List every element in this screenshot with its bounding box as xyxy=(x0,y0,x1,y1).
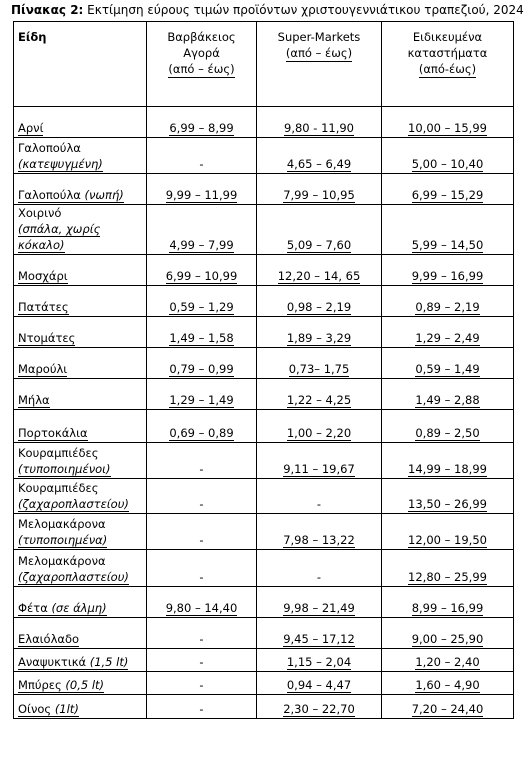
table-row xyxy=(14,255,514,286)
specialty-price: 9,00 – 25,90 xyxy=(411,632,484,646)
supermarket-price: 1,15 – 2,04 xyxy=(286,655,352,669)
table-row xyxy=(14,348,514,379)
specialty-price: 12,80 – 25,99 xyxy=(408,570,487,584)
varvakeios-price-cell xyxy=(147,138,257,174)
varvakeios-price: 0,69 – 0,89 xyxy=(169,426,234,440)
table-row xyxy=(14,587,514,618)
varvakeios-price: - xyxy=(199,702,204,716)
specialty-price: 0,89 – 2,19 xyxy=(415,300,480,314)
item-name-cell xyxy=(14,255,147,286)
supermarket-price: 9,11 – 19,67 xyxy=(283,462,355,476)
varvakeios-price: 6,99 – 8,99 xyxy=(169,121,234,135)
varvakeios-price-cell xyxy=(147,649,257,672)
table-row xyxy=(14,205,514,255)
supermarket-price: 9,98 – 21,49 xyxy=(283,601,355,615)
supermarket-price: 4,65 – 6,49 xyxy=(286,157,352,171)
supermarket-price: 2,30 – 22,70 xyxy=(283,702,355,716)
varvakeios-price: 1,29 – 1,49 xyxy=(169,393,234,407)
item-name: Κουραμπιέδες xyxy=(18,481,99,495)
specialty-price: 10,00 – 15,99 xyxy=(408,121,487,135)
item-name: Ελαιόλαδο xyxy=(18,632,80,646)
item-note: (τυποποιημένα) xyxy=(18,533,108,547)
supermarket-price-cell xyxy=(257,587,382,618)
supermarket-price: 12,20 – 14, 65 xyxy=(277,269,361,283)
item-name: Γαλοπούλα xyxy=(18,141,81,155)
varvakeios-price-cell xyxy=(147,379,257,410)
item-note: (ζαχαροπλαστείου) xyxy=(18,497,129,511)
header-varvakeios: Βαρβάκειος Αγορά (από – έως) xyxy=(147,22,257,107)
table-row xyxy=(14,695,514,719)
supermarket-price-cell xyxy=(257,410,382,443)
supermarket-price-cell xyxy=(257,317,382,348)
varvakeios-price-cell xyxy=(147,514,257,550)
varvakeios-price: 0,79 – 0,99 xyxy=(169,362,234,376)
table-row xyxy=(14,317,514,348)
header-supermarkets: Super-Markets (από – έως) xyxy=(257,22,382,107)
item-name-cell xyxy=(14,205,147,255)
item-name: Μαρούλι xyxy=(18,362,68,376)
specialty-price: 14,99 – 18,99 xyxy=(408,462,487,476)
table-row xyxy=(14,174,514,205)
specialty-price-cell xyxy=(382,107,514,138)
varvakeios-price-cell xyxy=(147,348,257,379)
specialty-price-cell xyxy=(382,317,514,348)
varvakeios-price: 0,59 – 1,29 xyxy=(169,300,234,314)
table-row xyxy=(14,107,514,138)
item-note: (σε άλμη) xyxy=(51,601,107,615)
varvakeios-price-cell xyxy=(147,695,257,719)
item-name: Φέτα xyxy=(18,601,48,615)
price-table xyxy=(13,21,514,719)
varvakeios-price: - xyxy=(199,678,204,692)
specialty-price-cell xyxy=(382,138,514,174)
table-row xyxy=(14,550,514,587)
supermarket-price-cell xyxy=(257,255,382,286)
supermarket-price-cell xyxy=(257,379,382,410)
specialty-price-cell xyxy=(382,174,514,205)
specialty-price: 1,49 – 2,88 xyxy=(415,393,480,407)
item-note: (κατεψυγμένη) xyxy=(18,157,103,171)
specialty-price-cell xyxy=(382,348,514,379)
header-items: Είδη xyxy=(14,22,147,107)
supermarket-price-cell xyxy=(257,107,382,138)
supermarket-price: 9,80 - 11,90 xyxy=(284,121,354,135)
specialty-price-cell xyxy=(382,479,514,514)
supermarket-price: 1,22 – 4,25 xyxy=(286,393,352,407)
supermarket-price-cell xyxy=(257,479,382,514)
specialty-price-cell xyxy=(382,587,514,618)
item-name: Αναψυκτικά xyxy=(18,655,87,669)
varvakeios-price: 9,99 – 11,99 xyxy=(165,188,238,202)
table-caption xyxy=(11,3,524,17)
varvakeios-price: 9,80 – 14,40 xyxy=(165,601,238,615)
supermarket-price-cell xyxy=(257,174,382,205)
item-note: (νωπή) xyxy=(84,188,124,202)
item-name: Πατάτες xyxy=(18,300,69,314)
table-header-row xyxy=(14,22,514,107)
varvakeios-price-cell xyxy=(147,587,257,618)
specialty-price-cell xyxy=(382,514,514,550)
specialty-price: 0,59 – 1,49 xyxy=(415,362,480,376)
supermarket-price-cell xyxy=(257,649,382,672)
specialty-price: 7,20 – 24,40 xyxy=(411,702,484,716)
supermarket-price-cell xyxy=(257,443,382,479)
supermarket-price: 7,98 – 13,22 xyxy=(283,533,355,547)
item-note: (σπάλα, χωρίς κόκαλο) xyxy=(18,222,101,252)
item-name-cell xyxy=(14,443,147,479)
specialty-price: 1,29 – 2,49 xyxy=(415,331,480,345)
supermarket-price-cell xyxy=(257,286,382,317)
item-name: Μελομακάρονα xyxy=(18,554,106,568)
specialty-price: 13,50 – 26,99 xyxy=(408,497,487,511)
table-row xyxy=(14,379,514,410)
specialty-price: 9,99 – 16,99 xyxy=(411,269,484,283)
varvakeios-price-cell xyxy=(147,205,257,255)
item-name: Αρνί xyxy=(18,121,44,135)
item-name-cell xyxy=(14,550,147,587)
table-row xyxy=(14,443,514,479)
supermarket-price: 0,94 – 4,47 xyxy=(286,678,352,692)
varvakeios-price-cell xyxy=(147,479,257,514)
varvakeios-price: - xyxy=(199,533,204,547)
item-name-cell xyxy=(14,286,147,317)
specialty-price-cell xyxy=(382,286,514,317)
supermarket-price-cell xyxy=(257,550,382,587)
item-note: (1,5 lt) xyxy=(89,655,129,669)
item-name: Χοιρινό xyxy=(18,206,62,220)
specialty-price-cell xyxy=(382,649,514,672)
varvakeios-price: - xyxy=(199,632,204,646)
item-name-cell xyxy=(14,618,147,649)
varvakeios-price: - xyxy=(199,462,204,476)
header-specialty-stores: Ειδικευμένα καταστήματα (από-έως) xyxy=(382,22,514,107)
varvakeios-price: 1,49 – 1,58 xyxy=(169,331,234,345)
varvakeios-price-cell xyxy=(147,550,257,587)
supermarket-price-cell xyxy=(257,672,382,695)
specialty-price: 6,99 – 15,29 xyxy=(411,188,484,202)
specialty-price-cell xyxy=(382,695,514,719)
table-row xyxy=(14,618,514,649)
specialty-price-cell xyxy=(382,255,514,286)
specialty-price-cell xyxy=(382,443,514,479)
varvakeios-price-cell xyxy=(147,286,257,317)
supermarket-price: 0,73– 1,75 xyxy=(288,362,350,376)
varvakeios-price: - xyxy=(199,157,204,171)
item-name: Μήλα xyxy=(18,393,50,407)
supermarket-price: 5,09 – 7,60 xyxy=(286,238,352,252)
item-name-cell xyxy=(14,317,147,348)
varvakeios-price-cell xyxy=(147,174,257,205)
item-name: Πορτοκάλια xyxy=(18,426,88,440)
supermarket-price: - xyxy=(316,497,322,511)
item-name-cell xyxy=(14,138,147,174)
item-name-cell xyxy=(14,379,147,410)
item-name: Μελομακάρονα xyxy=(18,517,106,531)
specialty-price-cell xyxy=(382,379,514,410)
item-name-cell xyxy=(14,587,147,618)
specialty-price: 12,00 – 19,50 xyxy=(408,533,487,547)
supermarket-price-cell xyxy=(257,695,382,719)
supermarket-price-cell xyxy=(257,348,382,379)
varvakeios-price-cell xyxy=(147,107,257,138)
supermarket-price: 1,00 – 2,20 xyxy=(286,426,352,440)
varvakeios-price-cell xyxy=(147,317,257,348)
specialty-price-cell xyxy=(382,410,514,443)
item-name-cell xyxy=(14,649,147,672)
supermarket-price: - xyxy=(316,570,322,584)
varvakeios-price: - xyxy=(199,655,204,669)
supermarket-price-cell xyxy=(257,138,382,174)
item-name-cell xyxy=(14,514,147,550)
supermarket-price: 7,99 – 10,95 xyxy=(283,188,355,202)
specialty-price-cell xyxy=(382,205,514,255)
specialty-price-cell xyxy=(382,672,514,695)
specialty-price: 5,99 – 14,50 xyxy=(411,238,484,252)
varvakeios-price-cell xyxy=(147,443,257,479)
specialty-price: 1,60 – 4,90 xyxy=(415,678,480,692)
item-name-cell xyxy=(14,672,147,695)
item-name-cell xyxy=(14,348,147,379)
caption-text: Εκτίμηση εύρους τιμών προϊόντων χριστουγεννιάτικου τραπεζιού, 2024 xyxy=(83,3,524,17)
item-name: Γαλοπούλα xyxy=(18,188,81,202)
item-note: (τυποποιημένοι) xyxy=(18,462,111,476)
supermarket-price: 1,89 – 3,29 xyxy=(286,331,352,345)
specialty-price: 0,89 – 2,50 xyxy=(415,426,480,440)
item-name-cell xyxy=(14,410,147,443)
varvakeios-price-cell xyxy=(147,618,257,649)
item-name-cell xyxy=(14,695,147,719)
supermarket-price: 0,98 – 2,19 xyxy=(286,300,352,314)
specialty-price-cell xyxy=(382,618,514,649)
table-row xyxy=(14,649,514,672)
item-name: Ντομάτες xyxy=(18,331,76,345)
item-name-cell xyxy=(14,479,147,514)
table-row xyxy=(14,479,514,514)
item-name: Κουραμπιέδες xyxy=(18,446,99,460)
varvakeios-price-cell xyxy=(147,410,257,443)
varvakeios-price-cell xyxy=(147,672,257,695)
item-name: Μοσχάρι xyxy=(18,269,68,283)
caption-label: Πίνακας 2: xyxy=(11,3,84,17)
specialty-price-cell xyxy=(382,550,514,587)
specialty-price: 1,20 – 2,40 xyxy=(415,655,480,669)
supermarket-price-cell xyxy=(257,514,382,550)
item-name-cell xyxy=(14,107,147,138)
item-name-cell xyxy=(14,174,147,205)
table-row xyxy=(14,514,514,550)
item-note: (ζαχαροπλαστείου) xyxy=(18,570,129,584)
varvakeios-price: 4,99 – 7,99 xyxy=(169,238,234,252)
varvakeios-price: 6,99 – 10,99 xyxy=(165,269,238,283)
item-name: Μπύρες xyxy=(18,678,62,692)
varvakeios-price-cell xyxy=(147,255,257,286)
item-note: (1lt) xyxy=(54,702,79,716)
item-name: Οίνος xyxy=(18,702,52,716)
supermarket-price-cell xyxy=(257,205,382,255)
item-note: (0,5 lt) xyxy=(65,678,105,692)
varvakeios-price: - xyxy=(199,497,204,511)
table-row xyxy=(14,410,514,443)
specialty-price: 5,00 – 10,40 xyxy=(411,157,484,171)
specialty-price: 8,99 – 16,99 xyxy=(411,601,484,615)
table-row xyxy=(14,138,514,174)
table-row xyxy=(14,672,514,695)
supermarket-price: 9,45 – 17,12 xyxy=(283,632,355,646)
supermarket-price-cell xyxy=(257,618,382,649)
table-row xyxy=(14,286,514,317)
varvakeios-price: - xyxy=(199,570,204,584)
